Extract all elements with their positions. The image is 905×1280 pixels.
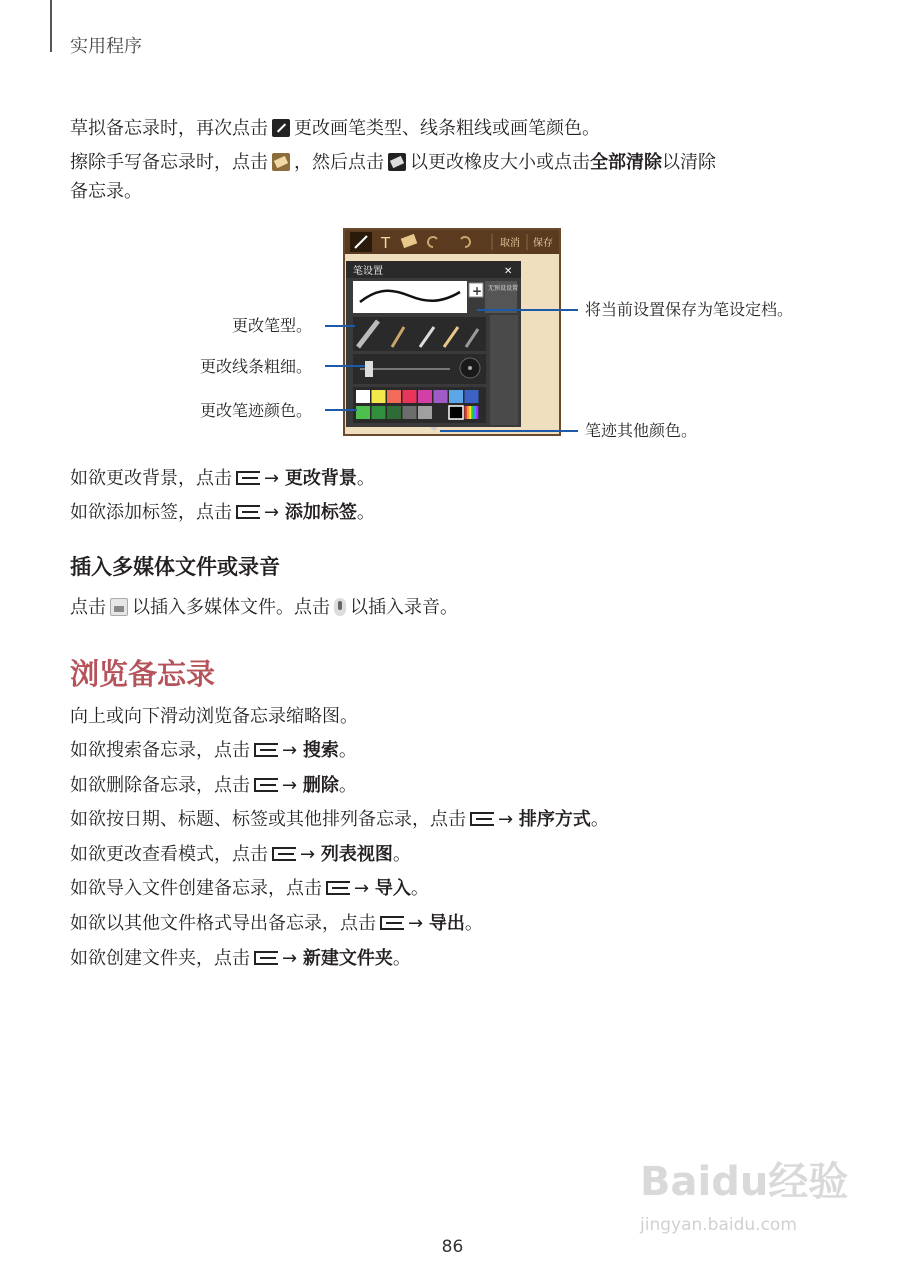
paragraph-pen — [70, 114, 600, 144]
arrow: → — [282, 774, 298, 796]
text: 。 — [338, 774, 357, 796]
heading-browse-memos: 浏览备忘录 — [70, 657, 216, 691]
arrow: → — [498, 809, 514, 831]
text: 以插入多媒体文件。点击 — [132, 597, 330, 618]
color-swatch — [356, 390, 370, 403]
text: 草拟备忘录时，再次点击 — [70, 118, 268, 139]
text: 如欲搜索备忘录，点击 — [70, 740, 250, 761]
text: 如欲更改查看模式，点击 — [70, 843, 268, 865]
browse-tip — [70, 840, 411, 870]
menu-icon — [380, 916, 404, 930]
browse-tip — [70, 944, 411, 974]
close-icon: ✕ — [504, 266, 513, 277]
text: 如欲以其他文件格式导出备忘录，点击 — [70, 913, 376, 934]
paragraph-eraser-cont: 备忘录。 — [70, 181, 142, 202]
text: 点击 — [70, 597, 106, 618]
menu-icon — [236, 505, 260, 519]
text: 。 — [392, 843, 411, 865]
save-button: 保存 — [533, 238, 553, 249]
menu-icon — [470, 812, 494, 826]
menu-option-label: 列表视图 — [320, 843, 393, 865]
menu-option-label: 导入 — [374, 878, 411, 900]
browse-tip — [70, 805, 609, 835]
callout-save-preset: 将当前设置保存为笔设定档。 — [585, 300, 794, 319]
browse-tip — [70, 909, 483, 939]
preset-column — [490, 315, 518, 425]
arrow: → — [408, 913, 424, 934]
color-swatch — [387, 390, 401, 403]
color-swatch-rainbow — [467, 406, 469, 419]
watermark-url: jingyan.baidu.com — [640, 1215, 797, 1235]
text: 以清除 — [662, 152, 716, 173]
pen-settings-figure — [0, 220, 905, 452]
callout-thickness: 更改线条粗细。 — [199, 357, 312, 376]
text: 以插入录音。 — [350, 597, 458, 618]
menu-icon — [272, 847, 296, 861]
tip-change-background — [70, 464, 375, 494]
arrow: → — [282, 947, 298, 969]
tip-add-tag — [70, 498, 375, 528]
color-swatch — [372, 390, 386, 403]
browse-tip — [70, 736, 357, 766]
text: 。 — [356, 502, 375, 523]
text: 。 — [464, 913, 483, 934]
image-icon — [110, 598, 128, 616]
preset-label: 无预设设置 — [488, 285, 519, 292]
color-swatch — [356, 406, 370, 419]
color-swatch — [434, 390, 448, 403]
section-header: 实用程序 — [70, 36, 142, 57]
color-swatch — [449, 390, 463, 403]
color-swatch-rainbow — [471, 406, 473, 419]
text: 如欲添加标签，点击 — [70, 502, 232, 523]
browse-tip — [70, 771, 357, 801]
arrow: → — [282, 740, 298, 761]
text: 更改画笔类型、线条粗线或画笔颜色。 — [294, 118, 600, 139]
eraser-settings-icon — [388, 153, 406, 171]
menu-icon — [254, 778, 278, 792]
heading-insert-media: 插入多媒体文件或录音 — [70, 555, 280, 579]
arrow: → — [354, 878, 370, 900]
menu-option-label: 导出 — [428, 913, 465, 934]
paragraph-insert-media — [70, 593, 458, 623]
change-background-label: 更改背景 — [284, 468, 357, 489]
text: 如欲导入文件创建备忘录，点击 — [70, 878, 322, 900]
color-swatch — [418, 390, 432, 403]
menu-icon — [326, 881, 350, 895]
microphone-icon — [334, 598, 346, 616]
color-swatch — [434, 406, 448, 419]
text: ，然后点击 — [294, 152, 384, 173]
pen-icon — [272, 119, 290, 137]
page-number: 86 — [441, 1237, 464, 1257]
color-swatch — [387, 406, 401, 419]
text: 。 — [338, 740, 357, 761]
arrow: → — [300, 843, 316, 865]
menu-option-label: 排序方式 — [518, 809, 591, 831]
callout-more-colors: 笔迹其他颜色。 — [585, 421, 698, 440]
color-swatch-rainbow — [474, 406, 476, 419]
color-palette — [353, 387, 486, 423]
color-swatch — [403, 390, 417, 403]
text: 。 — [356, 468, 375, 489]
text: 如欲删除备忘录，点击 — [70, 774, 250, 796]
text: 如欲创建文件夹，点击 — [70, 947, 250, 969]
text: 如欲按日期、标题、标签或其他排列备忘录，点击 — [70, 809, 466, 831]
browse-intro: 向上或向下滑动浏览备忘录缩略图。 — [70, 706, 358, 727]
add-tag-label: 添加标签 — [284, 502, 357, 523]
header-rule — [50, 0, 52, 52]
text: 。 — [590, 809, 609, 831]
menu-option-label: 删除 — [302, 774, 339, 796]
plus-icon: + — [472, 284, 483, 298]
text: 擦除手写备忘录时，点击 — [70, 152, 268, 173]
menu-option-label: 搜索 — [302, 740, 339, 761]
panel-title: 笔设置 — [353, 266, 383, 277]
callout-pen-type: 更改笔型。 — [231, 316, 312, 335]
menu-icon — [236, 471, 260, 485]
color-swatch-rainbow — [476, 406, 478, 419]
thickness-slider-handle — [365, 361, 373, 377]
clear-all-label: 全部清除 — [590, 152, 662, 173]
color-swatch — [403, 406, 417, 419]
color-swatch — [449, 406, 463, 419]
arrow: → — [264, 502, 280, 523]
color-swatch-rainbow — [465, 406, 467, 419]
browse-tip — [70, 874, 429, 904]
menu-icon — [254, 743, 278, 757]
text: 如欲更改背景，点击 — [70, 468, 232, 489]
color-swatch — [372, 406, 386, 419]
color-swatch — [465, 390, 479, 403]
eraser-icon — [272, 153, 290, 171]
text: 。 — [392, 947, 411, 969]
menu-icon — [254, 951, 278, 965]
paragraph-eraser — [70, 148, 716, 178]
text: 以更改橡皮大小或点击 — [410, 152, 590, 173]
baidu-logo-watermark: Baidu经验 — [640, 1159, 849, 1205]
callout-color: 更改笔迹颜色。 — [199, 401, 312, 420]
cancel-button: 取消 — [500, 238, 520, 249]
text-tool-icon: T — [381, 234, 391, 252]
arrow: → — [264, 468, 280, 489]
color-swatch-rainbow — [469, 406, 471, 419]
color-swatch — [418, 406, 432, 419]
menu-option-label: 新建文件夹 — [302, 947, 393, 969]
text: 。 — [410, 878, 429, 900]
